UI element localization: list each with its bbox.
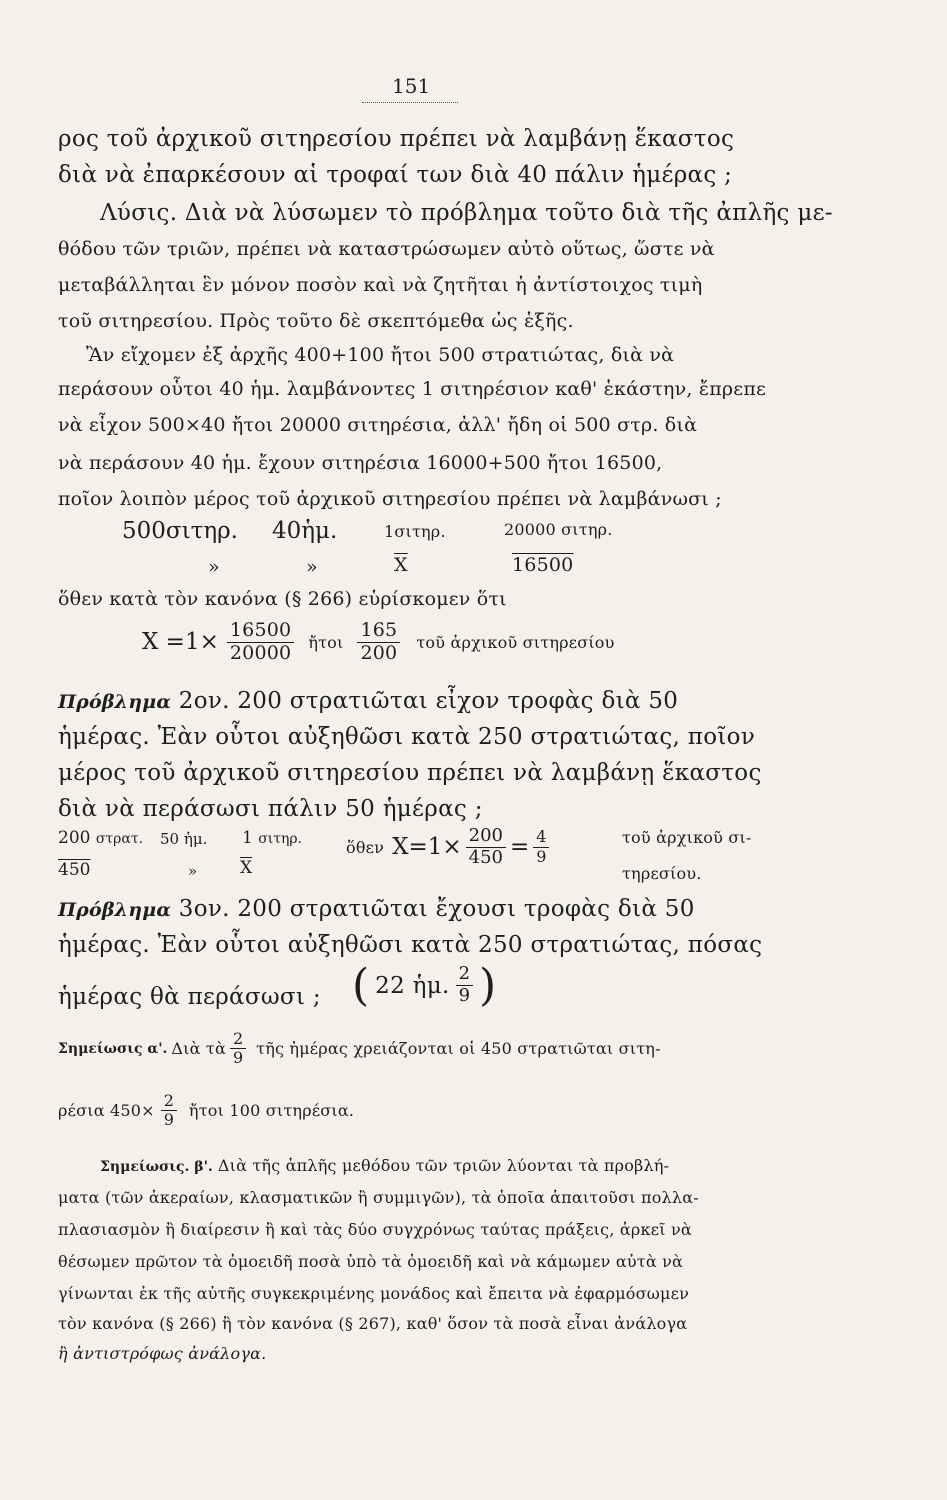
problem-label: Πρόβλημα xyxy=(58,691,172,713)
scheme-cell xyxy=(58,828,143,848)
scheme-cell: $\overline{X}$ xyxy=(394,554,408,576)
text-line: θόδου τῶν τριῶν, πρέπει νὰ καταστρώσωμεν αὐτὸ οὕτως, ὥστε νὰ xyxy=(58,238,715,260)
text-line: ρος τοῦ ἀρχικοῦ σιτηρεσίου πρέπει νὰ λαμβάνῃ ἕκαστος xyxy=(58,126,735,152)
denominator: 9 xyxy=(458,985,471,1006)
formula-text: τοῦ ἀρχικοῦ σιτηρεσίου xyxy=(416,632,615,652)
text-line: ἡμέρας θὰ περάσωσι ; xyxy=(58,984,321,1010)
problem-heading xyxy=(58,896,695,922)
formula-eq: = xyxy=(510,834,530,861)
formula-text: ἤτοι xyxy=(308,632,344,652)
formula-text: τηρεσίου. xyxy=(622,864,702,883)
fraction xyxy=(161,1092,177,1130)
scheme-cell: 450 xyxy=(58,860,91,880)
text-line: ἡμέρας. Ἐὰν οὗτοι αὐξηθῶσι κατὰ 250 στρατιώτας, ποῖον xyxy=(58,724,756,750)
text-line: διὰ νὰ ἐπαρκέσουν αἱ τροφαί των διὰ 40 πάλιν ἡμέρας ; xyxy=(58,162,733,188)
text-line: περάσουν οὗτοι 40 ἡμ. λαμβάνοντες 1 σιτηρέσιον καθ' ἑκάστην, ἔπρεπε xyxy=(58,378,767,400)
denominator: 200 xyxy=(360,641,398,664)
note-text: Διὰ τὰ xyxy=(171,1039,226,1059)
text-line: μέρος τοῦ ἀρχικοῦ σιτηρεσίου πρέπει νὰ λαμβάνῃ ἕκαστος xyxy=(58,760,762,786)
problem-label: Πρόβλημα xyxy=(58,899,172,921)
fraction xyxy=(456,964,473,1006)
numerator: 16500 xyxy=(227,620,294,643)
scheme-value: 1 xyxy=(242,828,253,848)
scheme-cell: » xyxy=(188,862,198,880)
numerator: 200 xyxy=(466,826,506,848)
text-line: Λύσις. Διὰ νὰ λύσωμεν τὸ πρόβλημα τοῦτο διὰ τῆς ἀπλῆς με- xyxy=(100,200,833,226)
text-line: μεταβάλληται ἓν μόνον ποσὸν καὶ νὰ ζητῆται ἡ ἀντίστοιχος τιμὴ xyxy=(58,274,703,296)
note-label: Σημείωσις α'. xyxy=(58,1040,168,1057)
note-text: τῆς ἡμέρας χρειάζονται οἱ 450 στρατιῶται σιτη- xyxy=(256,1039,661,1059)
note-label: Σημείωσις. β'. xyxy=(100,1159,213,1175)
scheme-cell: 20000 σιτηρ. xyxy=(504,520,613,539)
formula-text: τοῦ ἀρχικοῦ σι- xyxy=(622,828,752,847)
formula-lhs: Χ =1× xyxy=(142,629,219,656)
scheme-unit: στρατ. xyxy=(95,831,144,847)
fraction xyxy=(230,1030,246,1068)
page-number: 151 xyxy=(392,74,431,98)
scheme-value: 200 xyxy=(58,828,91,848)
denominator: 20000 xyxy=(229,641,292,664)
problem-text: 2ον. 200 στρατιῶται εἶχον τροφὰς διὰ 50 xyxy=(178,688,679,714)
text-line: Ἂν εἴχομεν ἐξ ἀρχῆς 400+100 ἤτοι 500 στρατιώτας, διὰ νὰ xyxy=(86,344,675,366)
formula-text: ὅθεν xyxy=(346,837,385,857)
page-number-rule xyxy=(362,102,458,103)
text-line: ἢ ἀντιστρόφως ἀνάλογα. xyxy=(58,1344,267,1363)
denominator: 9 xyxy=(163,1110,174,1130)
denominator: 450 xyxy=(468,846,504,868)
scheme-unit: σιτηρ. xyxy=(258,831,303,847)
denominator: 9 xyxy=(536,846,547,866)
scheme-cell: » xyxy=(208,556,220,578)
numerator: 2 xyxy=(456,964,473,986)
fraction xyxy=(466,826,506,868)
text-line: τοῦ σιτηρεσίου. Πρὸς τοῦτο δὲ σκεπτόμεθα ὡς ἑξῆς. xyxy=(58,310,574,332)
text-line: τὸν κανόνα (§ 266) ἢ τὸν κανόνα (§ 267), καθ' ὅσον τὰ ποσὰ εἶναι ἀνάλογα xyxy=(58,1314,688,1333)
answer-whole: 22 ἡμ. xyxy=(375,972,450,999)
scheme-cell: $\overline{X}$ xyxy=(240,858,253,878)
note-text: Διὰ τῆς ἁπλῆς μεθόδου τῶν τριῶν λύονται τὰ προβλή- xyxy=(217,1156,670,1175)
numerator: 2 xyxy=(161,1092,177,1111)
scheme-cell: 1σιτηρ. xyxy=(384,522,446,541)
denominator: 9 xyxy=(232,1048,244,1068)
numerator: 4 xyxy=(533,828,549,847)
problem-heading xyxy=(58,688,678,714)
numerator: 2 xyxy=(230,1030,246,1049)
text-line: διὰ νὰ περάσωσι πάλιν 50 ἡμέρας ; xyxy=(58,796,483,822)
formula xyxy=(346,826,549,868)
fraction xyxy=(357,620,400,665)
scheme-cell: 500σιτηρ. xyxy=(122,518,238,544)
note xyxy=(58,1030,661,1068)
scheme-cell: 40ἡμ. xyxy=(272,518,338,544)
text-line: νὰ εἶχον 500×40 ἤτοι 20000 σιτηρέσια, ἀλλ' ἤδη οἱ 500 στρ. διὰ xyxy=(58,414,698,436)
answer xyxy=(352,960,496,1011)
text-line: θέσωμεν πρῶτον τὰ ὁμοειδῆ ποσὰ ὑπὸ τὰ ὁμοειδῆ καὶ νὰ κάμωμεν αὐτὰ νὰ xyxy=(58,1252,684,1271)
fraction xyxy=(227,620,294,665)
scheme-cell: 16500 xyxy=(512,554,574,576)
formula-lhs: Χ=1× xyxy=(392,834,462,861)
text-line: ματα (τῶν ἀκεραίων, κλασματικῶν ἢ συμμιγῶν), τὰ ὁποῖα ἀπαιτοῦσι πολλα- xyxy=(58,1188,699,1207)
text-line: γίνωνται ἐκ τῆς αὐτῆς συγκεκριμένης μονάδος καὶ ἔπειτα νὰ ἐφαρμόσωμεν xyxy=(58,1284,690,1303)
text-line: ποῖον λοιπὸν μέρος τοῦ ἀρχικοῦ σιτηρεσίου πρέπει νὰ λαμβάνωσι ; xyxy=(58,488,722,510)
formula xyxy=(142,620,615,665)
text-line: πλασιασμὸν ἢ διαίρεσιν ἢ καὶ τὰς δύο συγχρόνως ταύτας πράξεις, ἀρκεῖ νὰ xyxy=(58,1220,692,1239)
fraction xyxy=(533,828,549,866)
scheme-cell xyxy=(242,828,302,848)
note xyxy=(58,1092,354,1130)
note-text: ρέσια 450× xyxy=(58,1101,155,1121)
paren-open: ( xyxy=(352,960,370,1011)
paren-close: ) xyxy=(479,960,497,1011)
text-line: ὅθεν κατὰ τὸν κανόνα (§ 266) εὑρίσκομεν ὅτι xyxy=(58,588,507,610)
note-text: ἤτοι 100 σιτηρέσια. xyxy=(188,1101,355,1121)
text-line: ἡμέρας. Ἐὰν οὗτοι αὐξηθῶσι κατὰ 250 στρατιώτας, πόσας xyxy=(58,932,763,958)
problem-text: 3ον. 200 στρατιῶται ἔχουσι τροφὰς διὰ 50 xyxy=(178,896,695,922)
note xyxy=(100,1156,669,1175)
numerator: 165 xyxy=(357,620,400,643)
scheme-cell: » xyxy=(306,556,318,578)
scheme-cell: 50 ἡμ. xyxy=(160,830,208,848)
text-line: νὰ περάσουν 40 ἡμ. ἔχουν σιτηρέσια 16000+500 ἤτοι 16500, xyxy=(58,452,663,474)
